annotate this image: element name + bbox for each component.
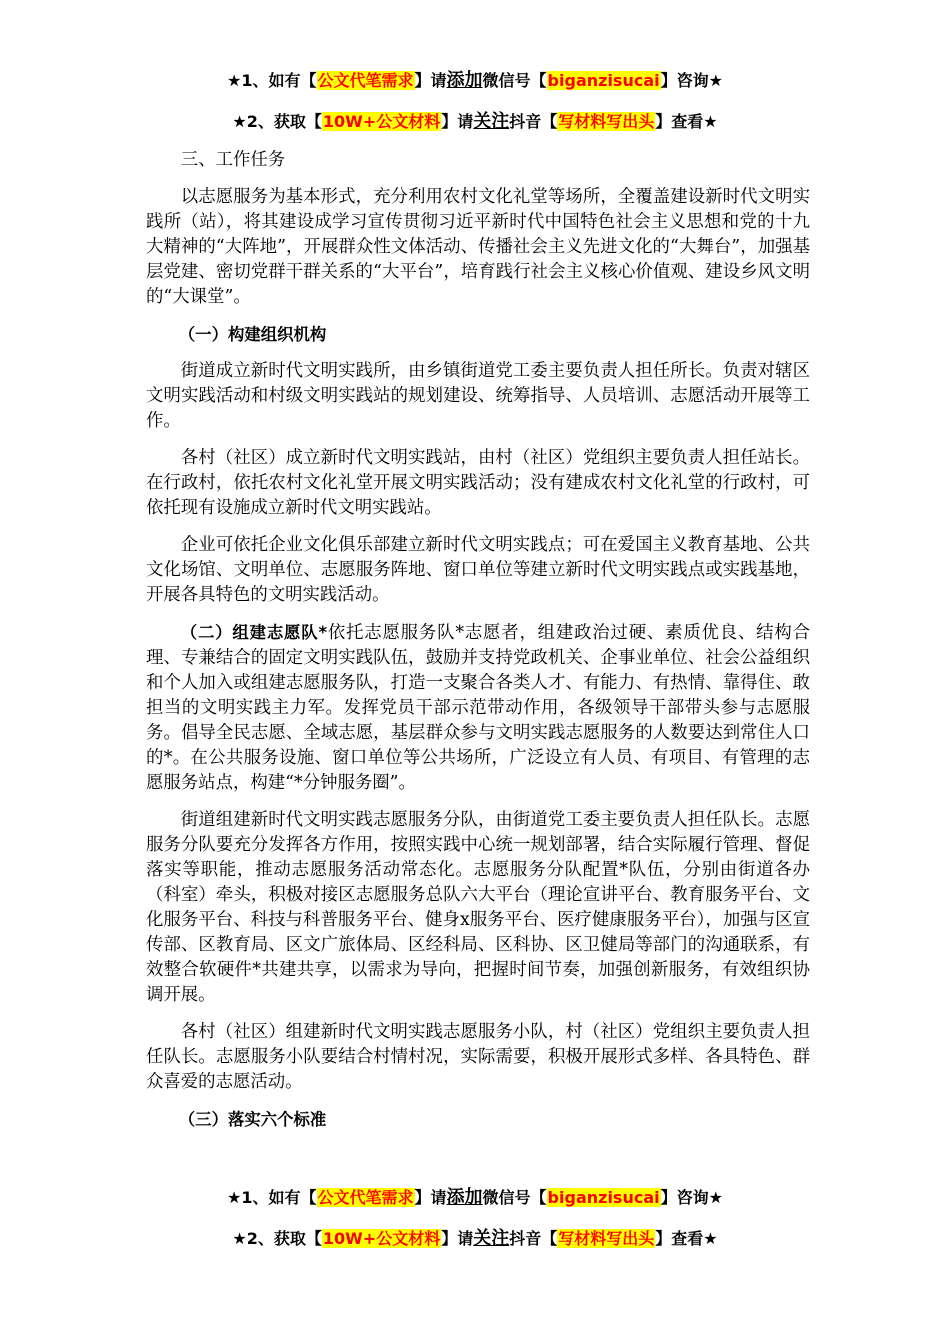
- ad-highlight: 公文代笔需求: [317, 71, 414, 90]
- subheading-3: （三）落实六个标准: [178, 1110, 327, 1129]
- ad-line-2-bottom: [0, 1228, 950, 1250]
- ad-text: 抖音【: [509, 1229, 558, 1248]
- subheading-1: （一）构建组织机构: [178, 325, 327, 344]
- ad-text: 】请: [441, 112, 474, 131]
- ad-highlight: 10W+公文材料: [322, 112, 441, 131]
- ad-text: ★1、如有【: [227, 1188, 317, 1207]
- ad-highlight: 公文代笔需求: [317, 1188, 414, 1207]
- ad-highlight: 写材料写出头: [558, 112, 655, 131]
- paragraph-intro: 以志愿服务为基本形式，充分利用农村文化礼堂等场所，全覆盖建设新时代文明实践所（站），将其建设成学习宣传贯彻习近平新时代中国特色社会主义思想和党的十九大精神的“大阵地”，开展群众性文体活动、传播社会主义先进文化的“大舞台”，加强基层党建、密切党群干群关系的“大平台”，培育践行社会主义核心价值观、建设乡风文明的“大课堂”。: [146, 187, 810, 307]
- ad-text: ★2、获取【: [232, 112, 322, 131]
- ad-line-1-top: [0, 70, 950, 92]
- paragraph-4-text: 依托志愿服务队*志愿者，组建政治过硬、素质优良、结构合理、专兼结合的固定文明实践队伍，鼓励并支持党政机关、企事业单位、社会公益组织和个人加入或组建志愿服务队，打造一支聚合各类人才、有能力、有热情、靠得住、敢担当的文明实践主力军。发挥党员干部示范带动作用，各级领导干部带头参与志愿服务。倡导全民志愿、全域志愿，基层群众参与文明实践志愿服务的人数要达到常住人口的*。在公共服务设施、窗口单位等公共场所，广泛设立有人员、有项目、有管理的志愿服务站点，构建“*分钟服务圈”。: [146, 623, 810, 793]
- ad-highlight: biganzisucai: [547, 1188, 660, 1207]
- ad-underlined: 关注: [473, 1228, 510, 1249]
- ad-text: 微信号【: [482, 71, 547, 90]
- ad-line-2-top: [0, 111, 950, 133]
- ad-highlight: 写材料写出头: [558, 1229, 655, 1248]
- ad-underlined: 添加: [446, 70, 483, 91]
- ad-text: 】咨询★: [660, 1188, 723, 1207]
- paragraph-6: 各村（社区）组建新时代文明实践志愿服务小队，村（社区）党组织主要负责人担任队长。志愿服务小队要结合村情村况，实际需要，积极开展形式多样、各具特色、群众喜爱的志愿活动。: [146, 1022, 810, 1092]
- paragraph-2: 各村（社区）成立新时代文明实践站，由村（社区）党组织主要负责人担任站长。在行政村，依托农村文化礼堂开展文明实践活动；没有建成农村文化礼堂的行政村，可依托现有设施成立新时代文明实践站。: [146, 448, 810, 518]
- ad-highlight: 10W+公文材料: [322, 1229, 441, 1248]
- paragraph-5: 街道组建新时代文明实践志愿服务分队，由街道党工委主要负责人担任队长。志愿服务分队要充分发挥各方作用，按照实践中心统一规划部署，结合实际履行管理、督促落实等职能，推动志愿服务活动常态化。志愿服务分队配置*队伍，分别由街道各办（科室）牵头，积极对接区志愿服务总队六大平台（理论宣讲平台、教育服务平台、文化服务平台、科技与科普服务平台、健身x服务平台、医疗健康服务平台），加强与区宣传部、区教育局、区文广旅体局、区经科局、区科协、区卫健局等部门的沟通联系，有效整合软硬件*共建共享，以需求为导向，把握时间节奏，加强创新服务，有效组织协调开展。: [146, 810, 810, 1005]
- ad-text: 】查看★: [655, 1229, 718, 1248]
- paragraph-3: 企业可依托企业文化俱乐部建立新时代文明实践点；可在爱国主义教育基地、公共文化场馆、文明单位、志愿服务阵地、窗口单位等建立新时代文明实践点或实践基地，开展各具特色的文明实践活动。: [146, 535, 810, 605]
- document-body: [146, 148, 810, 1144]
- ad-text: 】请: [441, 1229, 474, 1248]
- section-title: 三、工作任务: [180, 150, 286, 170]
- ad-text: 】请: [414, 71, 447, 90]
- ad-text: 】查看★: [655, 112, 718, 131]
- ad-text: ★2、获取【: [232, 1229, 322, 1248]
- paragraph-4: [146, 620, 810, 796]
- ad-text: 】请: [414, 1188, 447, 1207]
- ad-underlined: 添加: [446, 1187, 483, 1208]
- ad-highlight: biganzisucai: [547, 71, 660, 90]
- ad-line-1-bottom: [0, 1187, 950, 1209]
- ad-underlined: 关注: [473, 111, 510, 132]
- paragraph-1: 街道成立新时代文明实践所，由乡镇街道党工委主要负责人担任所长。负责对辖区文明实践活动和村级文明实践站的规划建设、统筹指导、人员培训、志愿活动开展等工作。: [146, 361, 810, 431]
- ad-text: 微信号【: [482, 1188, 547, 1207]
- ad-text: 抖音【: [509, 112, 558, 131]
- subheading-2: （二）组建志愿队*: [180, 623, 328, 642]
- ad-text: 】咨询★: [660, 71, 723, 90]
- ad-text: ★1、如有【: [227, 71, 317, 90]
